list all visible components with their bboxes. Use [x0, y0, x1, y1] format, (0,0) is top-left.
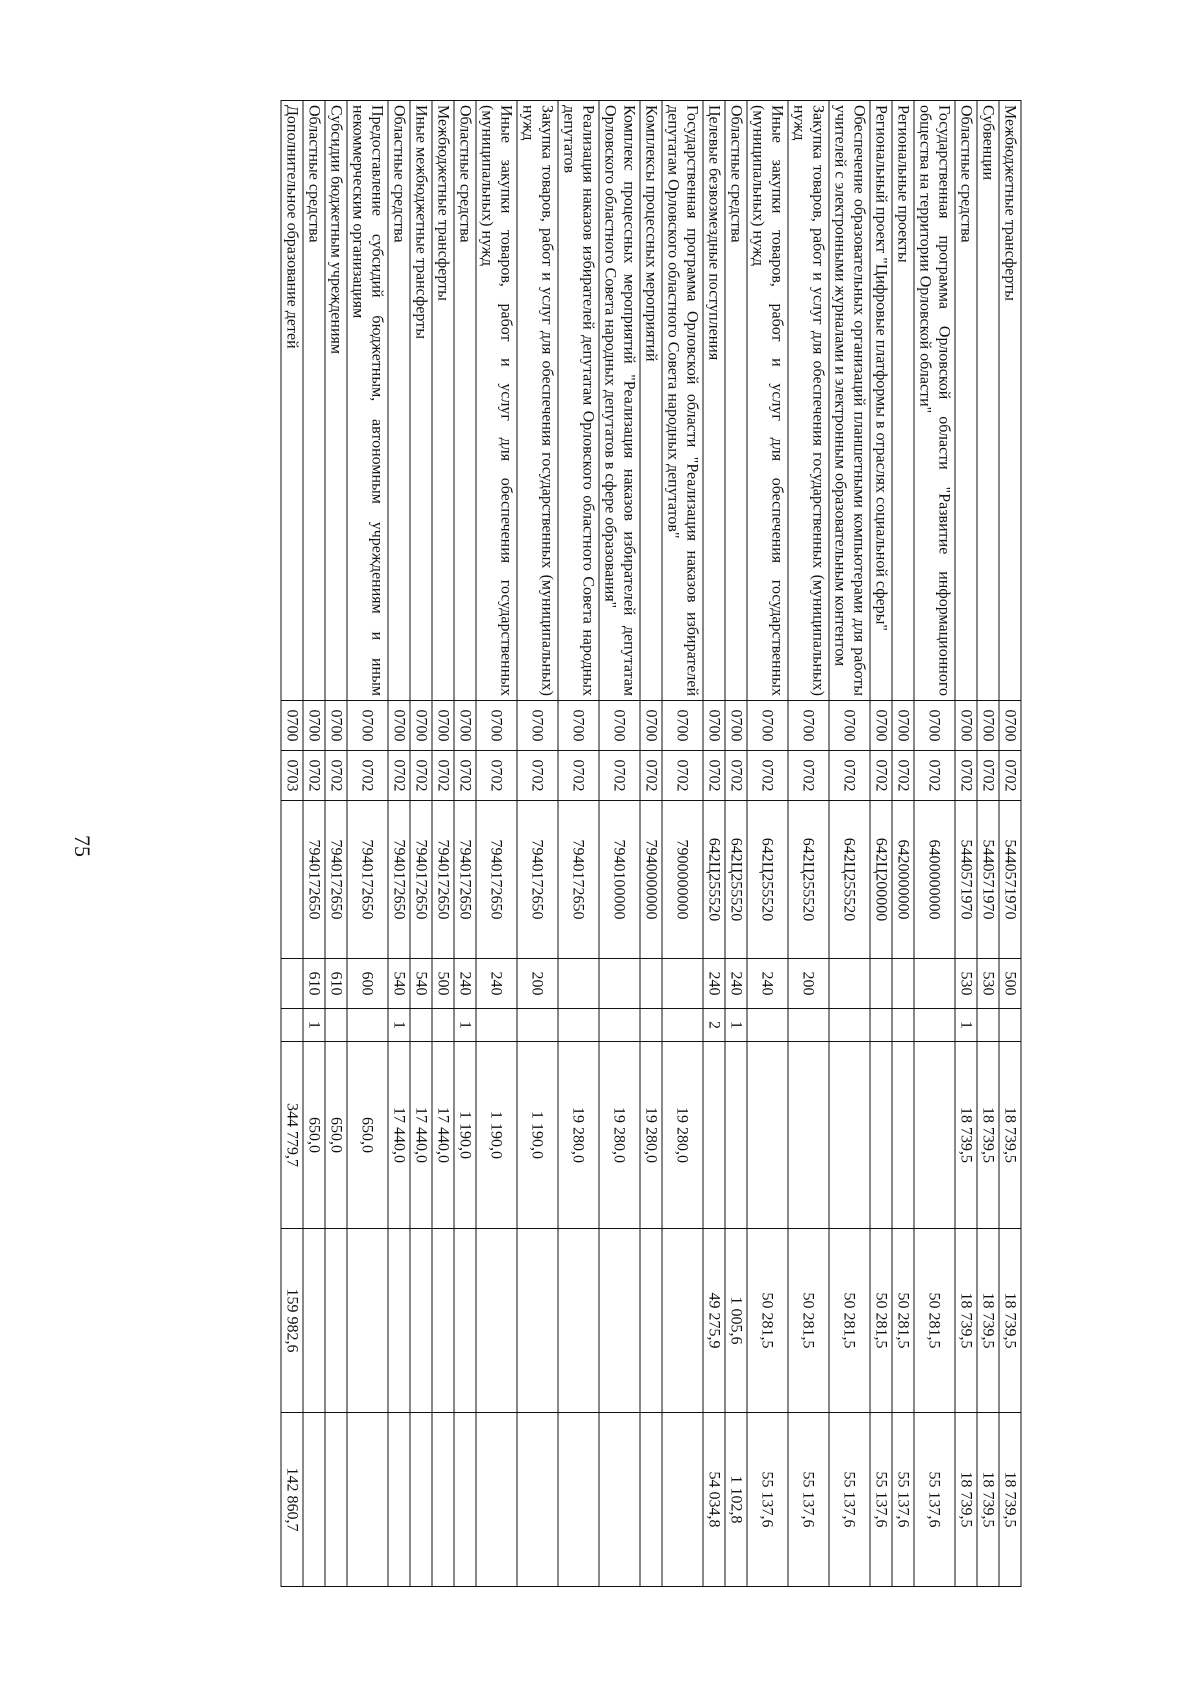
row-subsection: 0702	[914, 751, 955, 801]
row-expense-type	[558, 959, 599, 1009]
row-amount-year-1: 650,0	[347, 1042, 388, 1229]
row-amount-year-1: 17 440,0	[432, 1042, 454, 1229]
row-amount-year-3	[662, 1413, 703, 1587]
row-amount-year-3: 55 137,6	[892, 1413, 914, 1587]
row-section: 0700	[599, 701, 640, 751]
row-subsection: 0702	[977, 751, 999, 801]
row-amount-year-1: 19 280,0	[640, 1042, 662, 1229]
row-funding-source: 1	[454, 1009, 476, 1042]
row-funding-source	[914, 1009, 955, 1042]
row-target-article: 5440571970	[999, 801, 1021, 959]
row-amount-year-2	[476, 1229, 517, 1413]
row-target-article: 642Ц255520	[747, 801, 788, 959]
row-funding-source	[476, 1009, 517, 1042]
row-amount-year-3	[558, 1413, 599, 1587]
row-name: Дополнительное образование детей	[281, 101, 303, 701]
row-name: Межбюджетные трансферты	[432, 101, 454, 701]
row-expense-type: 240	[476, 959, 517, 1009]
row-amount-year-3	[325, 1413, 347, 1587]
row-amount-year-1	[725, 1042, 747, 1229]
row-section: 0700	[747, 701, 788, 751]
row-subsection: 0702	[558, 751, 599, 801]
row-section: 0700	[870, 701, 892, 751]
row-subsection: 0702	[662, 751, 703, 801]
row-subsection: 0702	[454, 751, 476, 801]
row-amount-year-2	[640, 1229, 662, 1413]
row-amount-year-3: 55 137,6	[870, 1413, 892, 1587]
row-amount-year-3	[476, 1413, 517, 1587]
table-row	[454, 101, 476, 1587]
row-target-article: 5440571970	[955, 801, 977, 959]
row-subsection: 0702	[410, 751, 432, 801]
row-expense-type	[281, 959, 303, 1009]
row-amount-year-2: 49 275,9	[703, 1229, 725, 1413]
row-amount-year-2: 159 982,6	[281, 1229, 303, 1413]
row-name: Иные межбюджетные трансферты	[410, 101, 432, 701]
row-amount-year-2	[303, 1229, 325, 1413]
row-name: Областные средства	[388, 101, 410, 701]
table-row	[829, 101, 870, 1587]
row-funding-source	[892, 1009, 914, 1042]
row-target-article: 7940172650	[558, 801, 599, 959]
row-expense-type	[829, 959, 870, 1009]
row-amount-year-1: 18 739,5	[977, 1042, 999, 1229]
row-target-article: 642Ц200000	[870, 801, 892, 959]
table-row	[558, 101, 599, 1587]
row-target-article: 7900000000	[662, 801, 703, 959]
row-amount-year-2: 50 281,5	[892, 1229, 914, 1413]
row-name: Областные средства	[725, 101, 747, 701]
table-row	[432, 101, 454, 1587]
row-section: 0700	[955, 701, 977, 751]
row-amount-year-1	[892, 1042, 914, 1229]
row-name: Целевые безвозмездные поступления	[703, 101, 725, 701]
row-section: 0700	[725, 701, 747, 751]
row-subsection: 0702	[599, 751, 640, 801]
table-row	[977, 101, 999, 1587]
row-expense-type: 610	[325, 959, 347, 1009]
row-subsection: 0702	[788, 751, 829, 801]
table-row	[599, 101, 640, 1587]
row-amount-year-3: 54 034,8	[703, 1413, 725, 1587]
table-row	[325, 101, 347, 1587]
table-row	[347, 101, 388, 1587]
row-amount-year-2: 18 739,5	[955, 1229, 977, 1413]
row-funding-source	[347, 1009, 388, 1042]
row-target-article: 642Ц255520	[703, 801, 725, 959]
row-amount-year-1	[703, 1042, 725, 1229]
row-subsection: 0702	[892, 751, 914, 801]
row-name: Региональный проект "Цифровые платформы в отраслях социальной сферы"	[870, 101, 892, 701]
row-amount-year-1: 1 190,0	[517, 1042, 558, 1229]
row-name: Государственная программа Орловской области "Развитие информационного общества на территории Орловской области"	[914, 101, 955, 701]
table-row	[870, 101, 892, 1587]
row-amount-year-2	[410, 1229, 432, 1413]
row-expense-type: 200	[517, 959, 558, 1009]
row-amount-year-1: 1 190,0	[476, 1042, 517, 1229]
row-amount-year-2: 50 281,5	[870, 1229, 892, 1413]
row-section: 0700	[388, 701, 410, 751]
row-target-article: 5440571970	[977, 801, 999, 959]
row-section: 0700	[788, 701, 829, 751]
row-expense-type: 200	[788, 959, 829, 1009]
row-subsection: 0702	[870, 751, 892, 801]
row-amount-year-2: 50 281,5	[788, 1229, 829, 1413]
row-expense-type: 540	[388, 959, 410, 1009]
row-funding-source	[662, 1009, 703, 1042]
row-subsection: 0702	[999, 751, 1021, 801]
row-amount-year-1	[870, 1042, 892, 1229]
rotated-document	[281, 100, 1022, 1586]
row-subsection: 0702	[303, 751, 325, 801]
row-amount-year-3	[640, 1413, 662, 1587]
row-subsection: 0702	[725, 751, 747, 801]
row-funding-source: 2	[703, 1009, 725, 1042]
table-row	[703, 101, 725, 1587]
row-target-article: 7940100000	[599, 801, 640, 959]
row-target-article: 6420000000	[892, 801, 914, 959]
row-amount-year-3: 18 739,5	[999, 1413, 1021, 1587]
row-name: Обеспечение образовательных организаций планшетными компьютерами для работы учителей с электронными журналами и электронным образовательным контентом	[829, 101, 870, 701]
row-subsection: 0702	[829, 751, 870, 801]
row-amount-year-1: 18 739,5	[955, 1042, 977, 1229]
row-expense-type: 610	[303, 959, 325, 1009]
row-amount-year-1: 650,0	[325, 1042, 347, 1229]
row-amount-year-3	[454, 1413, 476, 1587]
table-row	[892, 101, 914, 1587]
row-expense-type: 530	[955, 959, 977, 1009]
row-target-article: 642Ц255520	[725, 801, 747, 959]
row-section: 0700	[454, 701, 476, 751]
row-name: Региональные проекты	[892, 101, 914, 701]
row-funding-source	[829, 1009, 870, 1042]
row-section: 0700	[517, 701, 558, 751]
row-expense-type: 500	[432, 959, 454, 1009]
row-target-article: 7940172650	[303, 801, 325, 959]
table-row	[999, 101, 1021, 1587]
row-name: Закупка товаров, работ и услуг для обеспечения государственных (муниципальных) нужд	[788, 101, 829, 701]
row-section: 0700	[977, 701, 999, 751]
row-subsection: 0702	[432, 751, 454, 801]
row-amount-year-3	[599, 1413, 640, 1587]
row-section: 0700	[558, 701, 599, 751]
row-subsection: 0702	[325, 751, 347, 801]
row-target-article: 7940172650	[410, 801, 432, 959]
row-amount-year-1	[829, 1042, 870, 1229]
row-amount-year-2: 18 739,5	[977, 1229, 999, 1413]
row-subsection: 0702	[388, 751, 410, 801]
row-name: Межбюджетные трансферты	[999, 101, 1021, 701]
row-section: 0700	[703, 701, 725, 751]
row-amount-year-2: 50 281,5	[914, 1229, 955, 1413]
row-funding-source	[788, 1009, 829, 1042]
row-amount-year-3	[303, 1413, 325, 1587]
row-subsection: 0702	[747, 751, 788, 801]
row-funding-source	[999, 1009, 1021, 1042]
row-funding-source	[747, 1009, 788, 1042]
row-amount-year-3	[432, 1413, 454, 1587]
row-subsection: 0702	[476, 751, 517, 801]
row-expense-type	[892, 959, 914, 1009]
row-amount-year-2: 50 281,5	[747, 1229, 788, 1413]
row-funding-source	[640, 1009, 662, 1042]
row-subsection: 0702	[517, 751, 558, 801]
row-amount-year-1: 18 739,5	[999, 1042, 1021, 1229]
row-amount-year-1: 19 280,0	[558, 1042, 599, 1229]
row-name: Комплекс процессных мероприятий "Реализация наказов избирателей депутатам Орловского областного Совета народных депутатов в сфере образования"	[599, 101, 640, 701]
row-subsection: 0702	[640, 751, 662, 801]
table-row	[955, 101, 977, 1587]
row-funding-source	[410, 1009, 432, 1042]
row-funding-source	[517, 1009, 558, 1042]
row-name: Областные средства	[454, 101, 476, 701]
row-amount-year-2	[325, 1229, 347, 1413]
row-amount-year-2	[599, 1229, 640, 1413]
row-section: 0700	[410, 701, 432, 751]
table-row	[747, 101, 788, 1587]
row-amount-year-1	[788, 1042, 829, 1229]
row-amount-year-1: 1 190,0	[454, 1042, 476, 1229]
row-amount-year-3: 18 739,5	[977, 1413, 999, 1587]
row-subsection: 0702	[347, 751, 388, 801]
row-target-article: 7940172650	[432, 801, 454, 959]
row-name: Предоставление субсидий бюджетным, автономным учреждениям и иным некоммерческим организациям	[347, 101, 388, 701]
row-name: Комплексы процессных мероприятий	[640, 101, 662, 701]
row-amount-year-3	[517, 1413, 558, 1587]
row-section: 0700	[303, 701, 325, 751]
row-expense-type: 530	[977, 959, 999, 1009]
row-expense-type: 540	[410, 959, 432, 1009]
row-target-article: 6400000000	[914, 801, 955, 959]
row-amount-year-1: 19 280,0	[662, 1042, 703, 1229]
row-amount-year-3: 55 137,6	[747, 1413, 788, 1587]
row-target-article: 7940172650	[347, 801, 388, 959]
row-name: Государственная программа Орловской области "Реализация наказов избирателей депутатам Орловского областного Совета народных депутатов"	[662, 101, 703, 701]
row-target-article: 642Ц255520	[829, 801, 870, 959]
row-amount-year-1: 650,0	[303, 1042, 325, 1229]
row-amount-year-1: 19 280,0	[599, 1042, 640, 1229]
budget-table	[281, 100, 1022, 1587]
row-subsection: 0702	[955, 751, 977, 801]
row-name: Реализация наказов избирателей депутатам Орловского областного Совета народных депутатов	[558, 101, 599, 701]
row-expense-type: 240	[454, 959, 476, 1009]
row-target-article: 642Ц255520	[788, 801, 829, 959]
table-row	[662, 101, 703, 1587]
row-funding-source: 1	[955, 1009, 977, 1042]
row-expense-type	[599, 959, 640, 1009]
row-section: 0700	[999, 701, 1021, 751]
row-name: Иные закупки товаров, работ и услуг для обеспечения государственных (муниципальных) нужд	[476, 101, 517, 701]
row-amount-year-2	[454, 1229, 476, 1413]
row-expense-type	[914, 959, 955, 1009]
row-funding-source	[599, 1009, 640, 1042]
row-amount-year-3	[388, 1413, 410, 1587]
row-funding-source	[281, 1009, 303, 1042]
row-section: 0700	[347, 701, 388, 751]
row-section: 0700	[914, 701, 955, 751]
row-amount-year-3	[347, 1413, 388, 1587]
row-amount-year-2: 1 005,6	[725, 1229, 747, 1413]
row-subsection: 0702	[703, 751, 725, 801]
row-name: Областные средства	[303, 101, 325, 701]
row-amount-year-2	[432, 1229, 454, 1413]
row-amount-year-3: 55 137,6	[829, 1413, 870, 1587]
row-expense-type: 600	[347, 959, 388, 1009]
row-name: Закупка товаров, работ и услуг для обеспечения государственных (муниципальных) нужд	[517, 101, 558, 701]
table-row	[410, 101, 432, 1587]
row-funding-source	[325, 1009, 347, 1042]
row-section: 0700	[662, 701, 703, 751]
row-amount-year-3: 18 739,5	[955, 1413, 977, 1587]
row-section: 0700	[281, 701, 303, 751]
table-row	[281, 101, 303, 1587]
row-name: Областные средства	[955, 101, 977, 701]
row-name: Субсидии бюджетным учреждениям	[325, 101, 347, 701]
table-row	[788, 101, 829, 1587]
row-section: 0700	[829, 701, 870, 751]
row-expense-type: 500	[999, 959, 1021, 1009]
row-target-article: 7940000000	[640, 801, 662, 959]
table-row	[914, 101, 955, 1587]
row-expense-type	[870, 959, 892, 1009]
row-funding-source	[870, 1009, 892, 1042]
row-section: 0700	[325, 701, 347, 751]
table-body	[281, 101, 1021, 1587]
row-subsection: 0703	[281, 751, 303, 801]
row-amount-year-3: 55 137,6	[788, 1413, 829, 1587]
row-funding-source	[558, 1009, 599, 1042]
row-funding-source	[977, 1009, 999, 1042]
table-row	[303, 101, 325, 1587]
row-amount-year-1	[914, 1042, 955, 1229]
row-target-article: 7940172650	[325, 801, 347, 959]
row-amount-year-3: 142 860,7	[281, 1413, 303, 1587]
row-funding-source: 1	[303, 1009, 325, 1042]
row-target-article: 7940172650	[388, 801, 410, 959]
table-row	[388, 101, 410, 1587]
row-target-article: 7940172650	[454, 801, 476, 959]
row-amount-year-3: 55 137,6	[914, 1413, 955, 1587]
row-expense-type	[662, 959, 703, 1009]
row-target-article	[281, 801, 303, 959]
row-section: 0700	[476, 701, 517, 751]
row-funding-source: 1	[725, 1009, 747, 1042]
row-section: 0700	[640, 701, 662, 751]
row-funding-source: 1	[388, 1009, 410, 1042]
row-amount-year-2	[662, 1229, 703, 1413]
row-expense-type: 240	[747, 959, 788, 1009]
row-expense-type: 240	[725, 959, 747, 1009]
table-row	[725, 101, 747, 1587]
table-row	[640, 101, 662, 1587]
row-name: Субвенции	[977, 101, 999, 701]
row-section: 0700	[892, 701, 914, 751]
page-number: 75	[70, 835, 95, 857]
row-amount-year-2	[388, 1229, 410, 1413]
row-amount-year-1: 17 440,0	[410, 1042, 432, 1229]
row-amount-year-2: 18 739,5	[999, 1229, 1021, 1413]
row-name: Иные закупки товаров, работ и услуг для обеспечения государственных (муниципальных) нужд	[747, 101, 788, 701]
row-amount-year-2	[347, 1229, 388, 1413]
table-row	[517, 101, 558, 1587]
row-amount-year-2	[517, 1229, 558, 1413]
row-amount-year-2: 50 281,5	[829, 1229, 870, 1413]
table-row	[476, 101, 517, 1587]
row-target-article: 7940172650	[517, 801, 558, 959]
row-section: 0700	[432, 701, 454, 751]
row-amount-year-1: 344 779,7	[281, 1042, 303, 1229]
row-amount-year-3: 1 102,8	[725, 1413, 747, 1587]
row-amount-year-3	[410, 1413, 432, 1587]
row-amount-year-1: 17 440,0	[388, 1042, 410, 1229]
row-expense-type: 240	[703, 959, 725, 1009]
row-funding-source	[432, 1009, 454, 1042]
row-target-article: 7940172650	[476, 801, 517, 959]
row-amount-year-1	[747, 1042, 788, 1229]
row-expense-type	[640, 959, 662, 1009]
row-amount-year-2	[558, 1229, 599, 1413]
